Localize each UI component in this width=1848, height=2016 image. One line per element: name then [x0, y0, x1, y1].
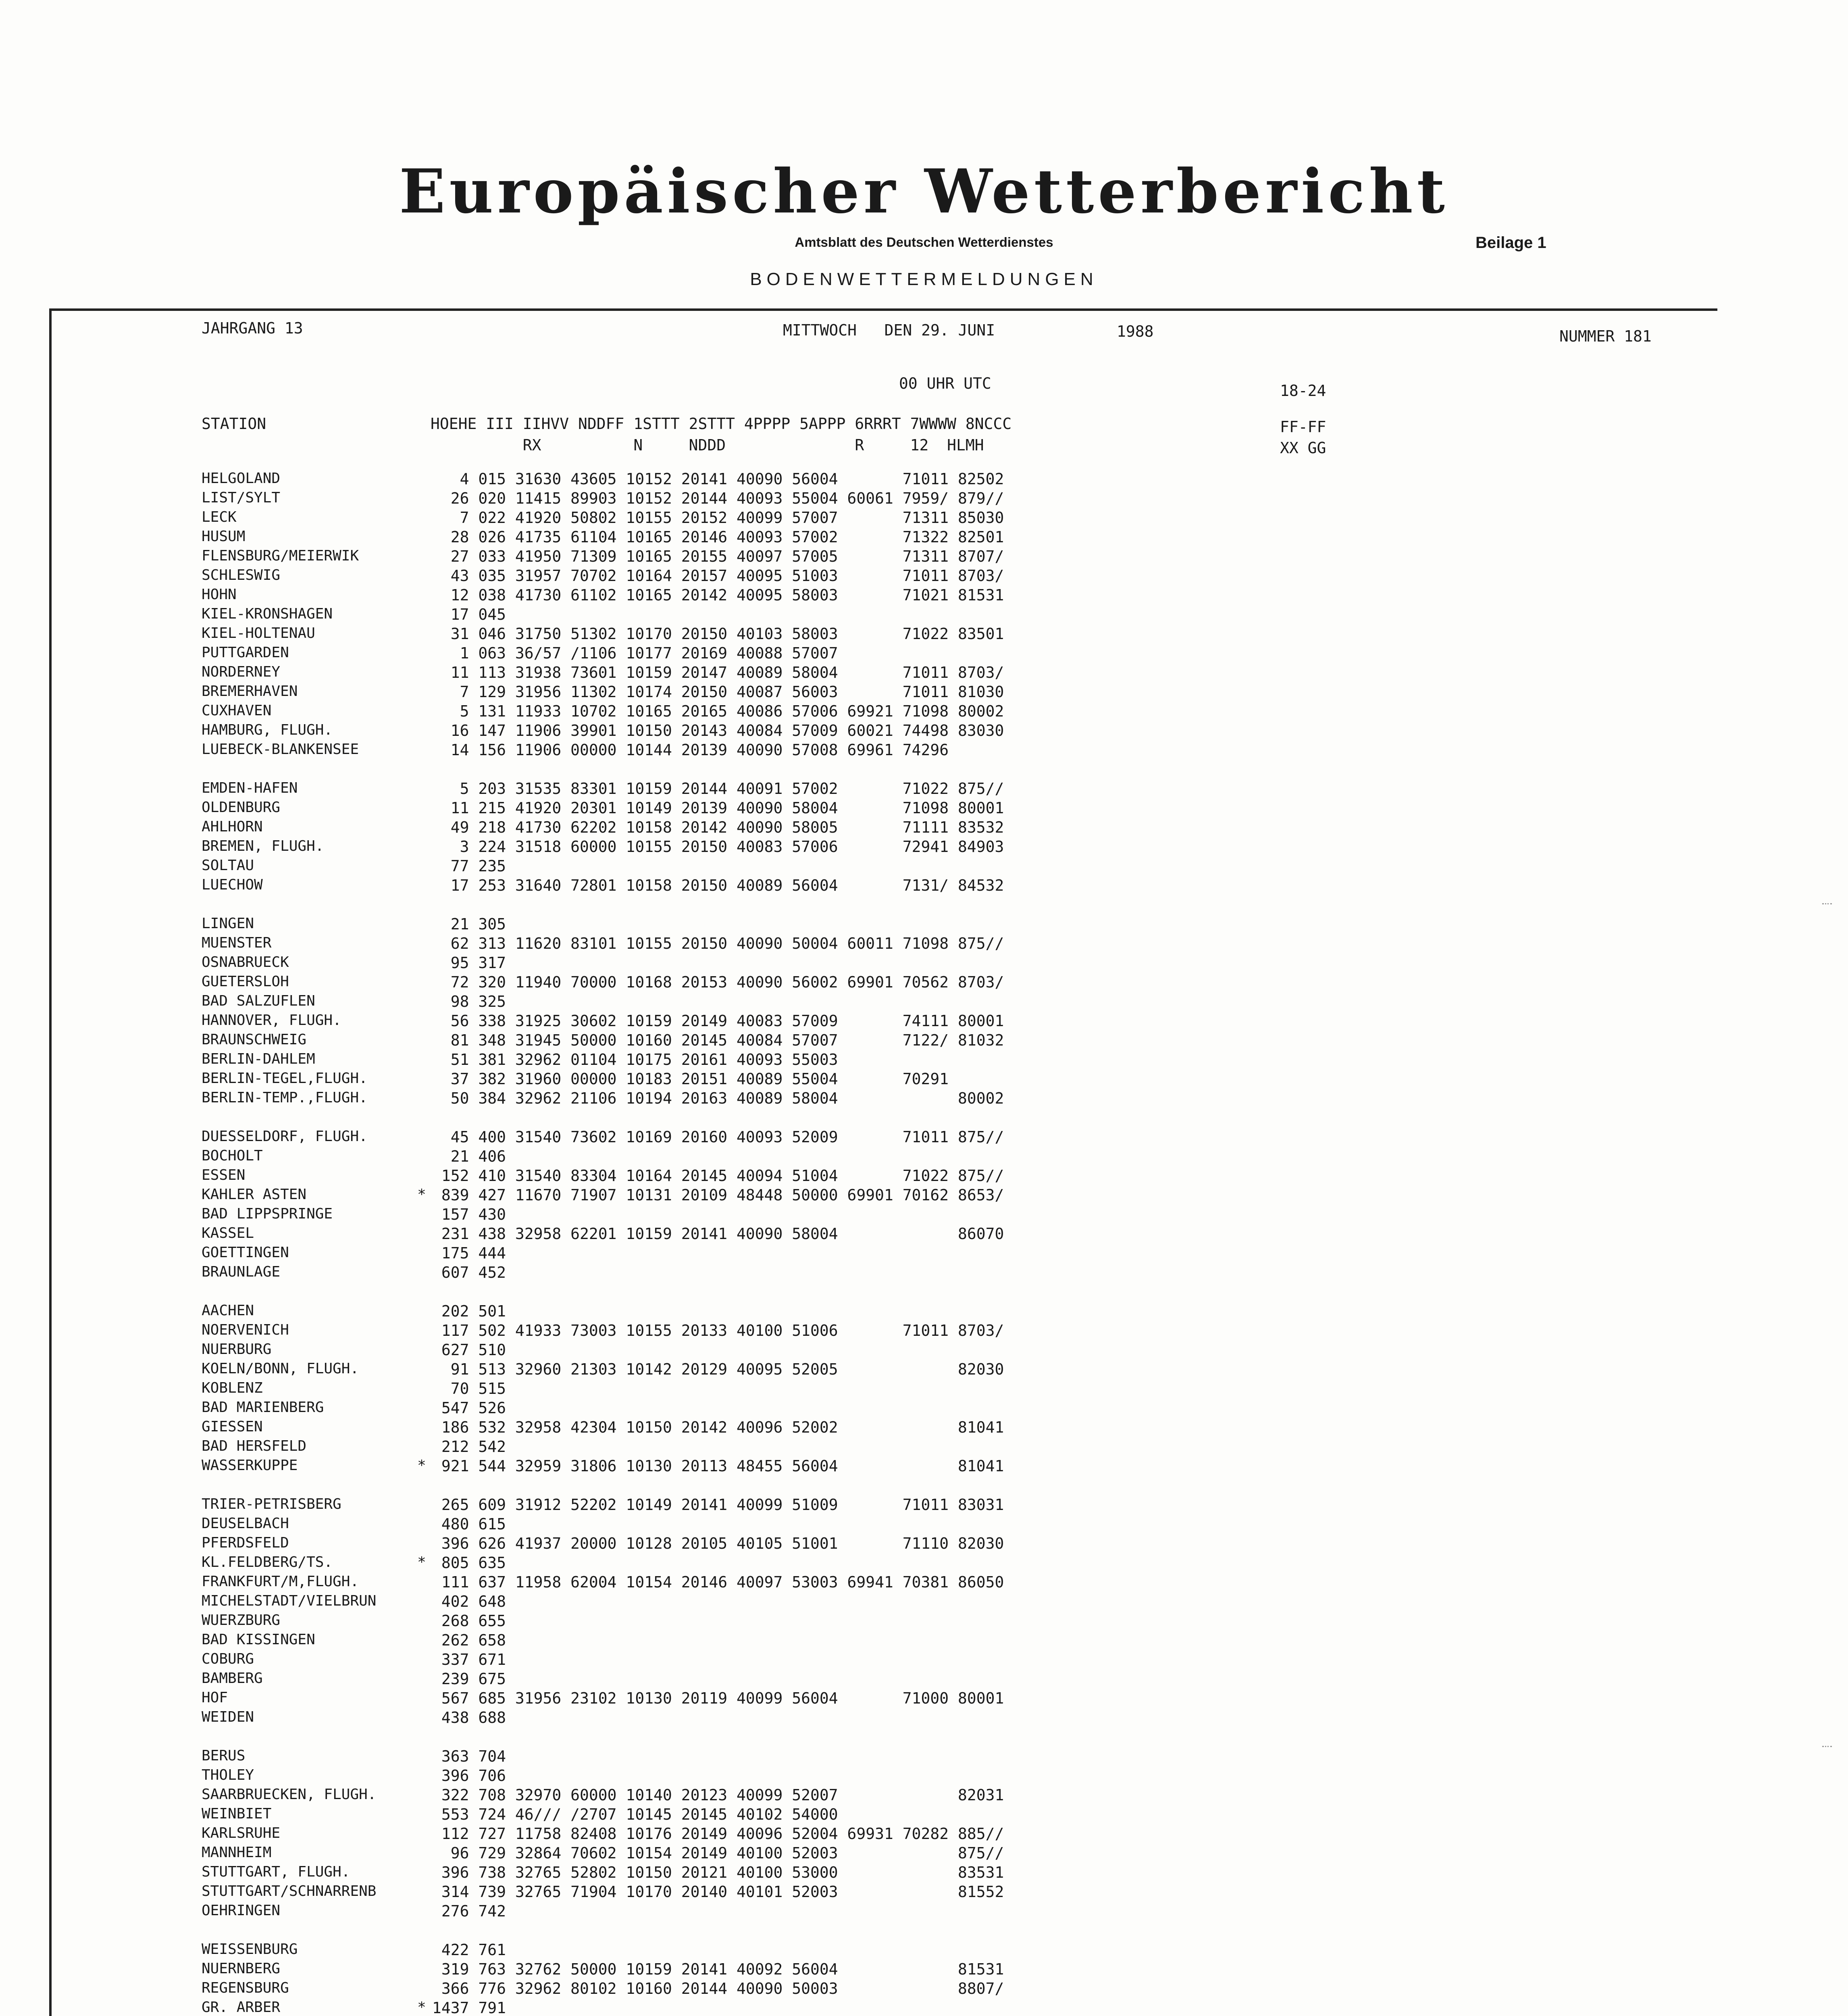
section-title: BODENWETTERMELDUNGEN — [750, 269, 1098, 289]
table-row — [202, 799, 1572, 818]
column-header-gust: FF-FF — [1280, 418, 1326, 436]
station-name: AACHEN — [202, 1302, 254, 1319]
observation-codes: 607 452 — [432, 1264, 506, 1281]
station-table — [202, 470, 1572, 2016]
table-row — [202, 1244, 1572, 1264]
station-name: NOERVENICH — [202, 1322, 289, 1338]
table-row — [202, 1438, 1572, 1457]
table-row — [202, 509, 1572, 528]
station-name: WEINBIET — [202, 1806, 272, 1822]
table-row — [202, 1322, 1572, 1341]
station-group — [202, 780, 1572, 896]
observation-codes: 627 510 — [432, 1341, 506, 1359]
station-name: KOBLENZ — [202, 1380, 263, 1396]
table-row — [202, 935, 1572, 954]
table-row — [202, 1012, 1572, 1031]
table-row — [202, 1631, 1572, 1651]
table-row — [202, 1902, 1572, 1922]
observation-codes: 27 033 41950 71309 10165 20155 40097 57005 71311 8707/ — [432, 548, 1004, 565]
table-row — [202, 1264, 1572, 1283]
table-row — [202, 1496, 1572, 1515]
observation-codes: 12 038 41730 61102 10165 20142 40095 58003 71021 81531 — [432, 586, 1004, 604]
observation-codes: 438 688 — [432, 1709, 506, 1727]
table-row — [202, 1612, 1572, 1631]
table-row — [202, 1457, 1572, 1477]
observation-codes: 28 026 41735 61104 10165 20146 40093 57002 71322 82501 — [432, 528, 1004, 546]
column-header-gust-sub: XX GG — [1280, 439, 1326, 457]
observation-codes: 70 515 — [432, 1380, 506, 1397]
observation-codes: 111 637 11958 62004 10154 20146 40097 53003 69941 70381 86050 — [432, 1573, 1004, 1591]
station-name: MUENSTER — [202, 935, 272, 951]
table-row — [202, 838, 1572, 857]
station-name: NORDERNEY — [202, 664, 281, 680]
station-name: GUETERSLOH — [202, 973, 289, 990]
table-row — [202, 1767, 1572, 1786]
table-row — [202, 954, 1572, 973]
observation-codes: 231 438 32958 62201 10159 20141 40090 58004 86070 — [432, 1225, 1004, 1243]
table-row — [202, 489, 1572, 509]
observation-codes: 262 658 — [432, 1631, 506, 1649]
observation-codes: 81 348 31945 50000 10160 20145 40084 57007 7122/ 81032 — [432, 1031, 1004, 1049]
observation-codes: 21 406 — [432, 1148, 506, 1165]
station-name: HANNOVER, FLUGH. — [202, 1012, 341, 1029]
table-row — [202, 606, 1572, 625]
station-name: EMDEN-HAFEN — [202, 780, 298, 796]
table-row — [202, 1418, 1572, 1438]
observation-codes: 112 727 11758 82408 10176 20149 40096 52004 69931 70282 885// — [432, 1825, 1004, 1843]
observation-codes: 396 626 41937 20000 10128 20105 40105 51001 71110 82030 — [432, 1535, 1004, 1552]
margin-mark — [1822, 1746, 1832, 1747]
station-name: BERLIN-TEGEL,FLUGH. — [202, 1070, 368, 1087]
table-row — [202, 857, 1572, 877]
station-name: FRANKFURT/M,FLUGH. — [202, 1573, 359, 1590]
station-group — [202, 915, 1572, 1109]
table-row — [202, 1302, 1572, 1322]
table-row — [202, 915, 1572, 935]
station-name: WASSERKUPPE — [202, 1457, 298, 1474]
table-row — [202, 1825, 1572, 1844]
station-name: BRAUNLAGE — [202, 1264, 281, 1280]
observation-codes: 319 763 32762 50000 10159 20141 40092 56004 81531 — [432, 1960, 1004, 1978]
station-name: OEHRINGEN — [202, 1902, 281, 1919]
table-row — [202, 470, 1572, 489]
station-name: LINGEN — [202, 915, 254, 932]
observation-codes: 1 063 36/57 /1106 10177 20169 40088 57007 — [432, 644, 838, 662]
observation-codes: 11 113 31938 73601 10159 20147 40089 58004 71011 8703/ — [432, 664, 1004, 681]
station-name: ESSEN — [202, 1167, 246, 1183]
margin-mark — [1822, 903, 1832, 905]
station-group — [202, 1941, 1572, 2016]
mountain-marker: * — [417, 1457, 426, 1474]
station-name: GOETTINGEN — [202, 1244, 289, 1261]
table-row — [202, 1960, 1572, 1980]
station-name: KOELN/BONN, FLUGH. — [202, 1360, 359, 1377]
station-name: BREMEN, FLUGH. — [202, 838, 324, 854]
observation-codes: 72 320 11940 70000 10168 20153 40090 56002 69901 70562 8703/ — [432, 973, 1004, 991]
station-name: KL.FELDBERG/TS. — [202, 1554, 333, 1570]
table-row — [202, 625, 1572, 644]
table-row — [202, 586, 1572, 606]
station-name: STUTTGART, FLUGH. — [202, 1864, 350, 1880]
station-name: LIST/SYLT — [202, 489, 281, 506]
station-name: WUERZBURG — [202, 1612, 281, 1629]
observation-codes: 547 526 — [432, 1399, 506, 1417]
observation-codes: 1437 791 — [432, 1999, 506, 2016]
table-row — [202, 741, 1572, 760]
observation-time: 00 UHR UTC — [899, 375, 991, 392]
observation-codes: 56 338 31925 30602 10159 20149 40083 57009 74111 80001 — [432, 1012, 1004, 1030]
station-name: LUEBECK-BLANKENSEE — [202, 741, 359, 758]
supplement-label: Beilage 1 — [1475, 234, 1546, 252]
observation-codes: 50 384 32962 21106 10194 20163 40089 58004 80002 — [432, 1089, 1004, 1107]
observation-codes: 212 542 — [432, 1438, 506, 1456]
observation-codes: 14 156 11906 00000 10144 20139 40090 57008 69961 74296 — [432, 741, 949, 759]
table-row — [202, 528, 1572, 548]
station-name: DUESSELDORF, FLUGH. — [202, 1128, 368, 1145]
table-row — [202, 1980, 1572, 1999]
table-row — [202, 1380, 1572, 1399]
observation-codes: 239 675 — [432, 1670, 506, 1688]
station-name: BOCHOLT — [202, 1148, 263, 1164]
observation-codes: 276 742 — [432, 1902, 506, 1920]
table-row — [202, 993, 1572, 1012]
station-group — [202, 1302, 1572, 1477]
station-name: NUERBURG — [202, 1341, 272, 1358]
observation-codes: 17 045 — [432, 606, 506, 623]
observation-codes: 11 215 41920 20301 10149 20139 40090 58004 71098 80001 — [432, 799, 1004, 817]
station-name: NUERNBERG — [202, 1960, 281, 1977]
station-name: BAD MARIENBERG — [202, 1399, 324, 1416]
table-row — [202, 1186, 1572, 1206]
table-row — [202, 644, 1572, 664]
table-row — [202, 1999, 1572, 2016]
station-name: BERUS — [202, 1747, 246, 1764]
observation-codes: 805 635 — [432, 1554, 506, 1572]
station-name: WEISSENBURG — [202, 1941, 298, 1958]
observation-codes: 31 046 31750 51302 10170 20150 40103 58003 71022 83501 — [432, 625, 1004, 643]
observation-codes: 98 325 — [432, 993, 506, 1010]
column-header-station: STATION — [202, 415, 266, 433]
station-name: BERLIN-DAHLEM — [202, 1051, 315, 1067]
table-row — [202, 1864, 1572, 1883]
year-label: 1988 — [1117, 323, 1154, 340]
station-name: OSNABRUECK — [202, 954, 289, 971]
station-name: SOLTAU — [202, 857, 254, 874]
table-row — [202, 1206, 1572, 1225]
station-name: SCHLESWIG — [202, 567, 281, 583]
station-name: OLDENBURG — [202, 799, 281, 816]
station-group — [202, 1747, 1572, 1922]
station-name: BRAUNSCHWEIG — [202, 1031, 307, 1048]
observation-codes: 62 313 11620 83101 10155 20150 40090 50004 60011 71098 875// — [432, 935, 1004, 952]
table-row — [202, 1883, 1572, 1902]
station-name: MICHELSTADT/VIELBRUN — [202, 1593, 377, 1609]
table-row — [202, 877, 1572, 896]
observation-codes: 314 739 32765 71904 10170 20140 40101 52003 81552 — [432, 1883, 1004, 1901]
observation-codes: 37 382 31960 00000 10183 20151 40089 55004 70291 — [432, 1070, 949, 1088]
station-name: HOF — [202, 1689, 228, 1706]
report-subtitle: Amtsblatt des Deutschen Wetterdienstes — [795, 235, 1053, 250]
observation-codes: 157 430 — [432, 1206, 506, 1223]
station-name: SAARBRUECKEN, FLUGH. — [202, 1786, 377, 1803]
column-header-codes: HOEHE III IIHVV NDDFF 1STTT 2STTT 4PPPP 5APPP 6RRRT 7WWWW 8NCCC — [431, 415, 1012, 433]
station-name: HELGOLAND — [202, 470, 281, 487]
station-name: HAMBURG, FLUGH. — [202, 722, 333, 738]
table-row — [202, 1341, 1572, 1360]
table-row — [202, 664, 1572, 683]
station-name: BREMERHAVEN — [202, 683, 298, 700]
station-name: GIESSEN — [202, 1418, 263, 1435]
observation-codes: 95 317 — [432, 954, 506, 972]
column-header-codes-sub: RX N NDDD R 12 HLMH — [431, 436, 984, 454]
table-row — [202, 1225, 1572, 1244]
table-row — [202, 1573, 1572, 1593]
table-row — [202, 567, 1572, 586]
observation-codes: 5 203 31535 83301 10159 20144 40091 57002 71022 875// — [432, 780, 1004, 798]
table-row — [202, 1399, 1572, 1418]
table-row — [202, 1941, 1572, 1960]
observation-codes: 363 704 — [432, 1747, 506, 1765]
station-name: FLENSBURG/MEIERWIK — [202, 548, 359, 564]
station-name: PFERDSFELD — [202, 1535, 289, 1551]
issue-number: NUMMER 181 — [1559, 327, 1652, 345]
observation-codes: 7 022 41920 50802 10155 20152 40099 57007 71311 85030 — [432, 509, 1004, 527]
station-name: COBURG — [202, 1651, 254, 1667]
observation-codes: 921 544 32959 31806 10130 20113 48455 56004 81041 — [432, 1457, 1004, 1475]
station-name: CUXHAVEN — [202, 702, 272, 719]
table-row — [202, 1360, 1572, 1380]
station-name: BAD HERSFELD — [202, 1438, 307, 1454]
table-row — [202, 1167, 1572, 1186]
station-group — [202, 1496, 1572, 1728]
table-row — [202, 1670, 1572, 1689]
table-row — [202, 1786, 1572, 1806]
station-name: BERLIN-TEMP.,FLUGH. — [202, 1089, 368, 1106]
mountain-marker: * — [417, 1554, 426, 1570]
observation-codes: 7 129 31956 11302 10174 20150 40087 56003 71011 81030 — [432, 683, 1004, 701]
observation-codes: 51 381 32962 01104 10175 20161 40093 55003 — [432, 1051, 838, 1068]
observation-codes: 91 513 32960 21303 10142 20129 40095 52005 82030 — [432, 1360, 1004, 1378]
observation-codes: 49 218 41730 62202 10158 20142 40090 58005 71111 83532 — [432, 818, 1004, 836]
table-row — [202, 1051, 1572, 1070]
station-name: LUECHOW — [202, 877, 263, 893]
table-row — [202, 1844, 1572, 1864]
observation-codes: 839 427 11670 71907 10131 20109 48448 50000 69901 70162 8653/ — [432, 1186, 1004, 1204]
observation-codes: 567 685 31956 23102 10130 20119 40099 56004 71000 80001 — [432, 1689, 1004, 1707]
table-row — [202, 1031, 1572, 1051]
table-row — [202, 1689, 1572, 1709]
station-name: KIEL-HOLTENAU — [202, 625, 315, 641]
observation-codes: 17 253 31640 72801 10158 20150 40089 56004 7131/ 84532 — [432, 877, 1004, 894]
table-row — [202, 1806, 1572, 1825]
station-name: DEUSELBACH — [202, 1515, 289, 1532]
observation-codes: 396 738 32765 52802 10150 20121 40100 53000 83531 — [432, 1864, 1004, 1881]
observation-codes: 322 708 32970 60000 10140 20123 40099 52007 82031 — [432, 1786, 1004, 1804]
station-name: STUTTGART/SCHNARRENB — [202, 1883, 377, 1899]
column-header-period: 18-24 — [1280, 382, 1326, 400]
table-row — [202, 1515, 1572, 1535]
observation-codes: 16 147 11906 39901 10150 20143 40084 57009 60021 74498 83030 — [432, 722, 1004, 739]
station-name: BAMBERG — [202, 1670, 263, 1687]
volume-label: JAHRGANG 13 — [202, 319, 303, 337]
table-row — [202, 818, 1572, 838]
observation-codes: 265 609 31912 52202 10149 20141 40099 51009 71011 83031 — [432, 1496, 1004, 1514]
table-row — [202, 1535, 1572, 1554]
station-name: GR. ARBER — [202, 1999, 281, 2016]
date-label: MITTWOCH DEN 29. JUNI — [783, 321, 995, 339]
observation-codes: 268 655 — [432, 1612, 506, 1630]
station-name: KIEL-KRONSHAGEN — [202, 606, 333, 622]
station-name: BAD SALZUFLEN — [202, 993, 315, 1009]
observation-codes: 337 671 — [432, 1651, 506, 1668]
station-group — [202, 1128, 1572, 1283]
observation-codes: 96 729 32864 70602 10154 20149 40100 52003 875// — [432, 1844, 1004, 1862]
observation-codes: 77 235 — [432, 857, 506, 875]
observation-codes: 186 532 32958 42304 10150 20142 40096 52002 81041 — [432, 1418, 1004, 1436]
observation-codes: 175 444 — [432, 1244, 506, 1262]
observation-codes: 43 035 31957 70702 10164 20157 40095 51003 71011 8703/ — [432, 567, 1004, 585]
station-name: KAHLER ASTEN — [202, 1186, 307, 1203]
table-row — [202, 1593, 1572, 1612]
observation-codes: 553 724 46/// /2707 10145 20145 40102 54000 — [432, 1806, 838, 1823]
table-row — [202, 1651, 1572, 1670]
observation-codes: 422 761 — [432, 1941, 506, 1959]
station-name: KARLSRUHE — [202, 1825, 281, 1841]
observation-codes: 45 400 31540 73602 10169 20160 40093 52009 71011 875// — [432, 1128, 1004, 1146]
station-name: PUTTGARDEN — [202, 644, 289, 661]
mountain-marker: * — [417, 1999, 426, 2016]
table-row — [202, 1128, 1572, 1148]
observation-codes: 5 131 11933 10702 10165 20165 40086 57006 69921 71098 80002 — [432, 702, 1004, 720]
station-name: WEIDEN — [202, 1709, 254, 1725]
observation-codes: 4 015 31630 43605 10152 20141 40090 56004 71011 82502 — [432, 470, 1004, 488]
table-row — [202, 780, 1572, 799]
table-row — [202, 702, 1572, 722]
table-row — [202, 722, 1572, 741]
mountain-marker: * — [417, 1186, 426, 1203]
table-row — [202, 1148, 1572, 1167]
station-name: BAD LIPPSPRINGE — [202, 1206, 333, 1222]
observation-codes: 26 020 11415 89903 10152 20144 40093 55004 60061 7959/ 879// — [432, 489, 1004, 507]
observation-codes: 152 410 31540 83304 10164 20145 40094 51004 71022 875// — [432, 1167, 1004, 1185]
table-row — [202, 973, 1572, 993]
station-name: THOLEY — [202, 1767, 254, 1783]
table-row — [202, 1070, 1572, 1089]
observation-codes: 396 706 — [432, 1767, 506, 1785]
observation-codes: 202 501 — [432, 1302, 506, 1320]
report-title: Europäischer Wetterbericht — [399, 156, 1449, 227]
station-name: REGENSBURG — [202, 1980, 289, 1996]
table-row — [202, 1709, 1572, 1728]
table-row — [202, 1089, 1572, 1109]
observation-codes: 117 502 41933 73003 10155 20133 40100 51006 71011 8703/ — [432, 1322, 1004, 1339]
observation-codes: 366 776 32962 80102 10160 20144 40090 50003 8807/ — [432, 1980, 1004, 1997]
observation-codes: 21 305 — [432, 915, 506, 933]
station-name: HUSUM — [202, 528, 246, 545]
station-name: MANNHEIM — [202, 1844, 272, 1861]
station-name: KASSEL — [202, 1225, 254, 1241]
table-row — [202, 683, 1572, 702]
station-group — [202, 470, 1572, 760]
table-row — [202, 548, 1572, 567]
table-row — [202, 1554, 1572, 1573]
table-row — [202, 1747, 1572, 1767]
station-name: TRIER-PETRISBERG — [202, 1496, 341, 1512]
station-name: AHLHORN — [202, 818, 263, 835]
station-name: LECK — [202, 509, 237, 525]
observation-codes: 480 615 — [432, 1515, 506, 1533]
station-name: BAD KISSINGEN — [202, 1631, 315, 1648]
observation-codes: 3 224 31518 60000 10155 20150 40083 57006 72941 84903 — [432, 838, 1004, 856]
observation-codes: 402 648 — [432, 1593, 506, 1610]
station-name: HOHN — [202, 586, 237, 603]
